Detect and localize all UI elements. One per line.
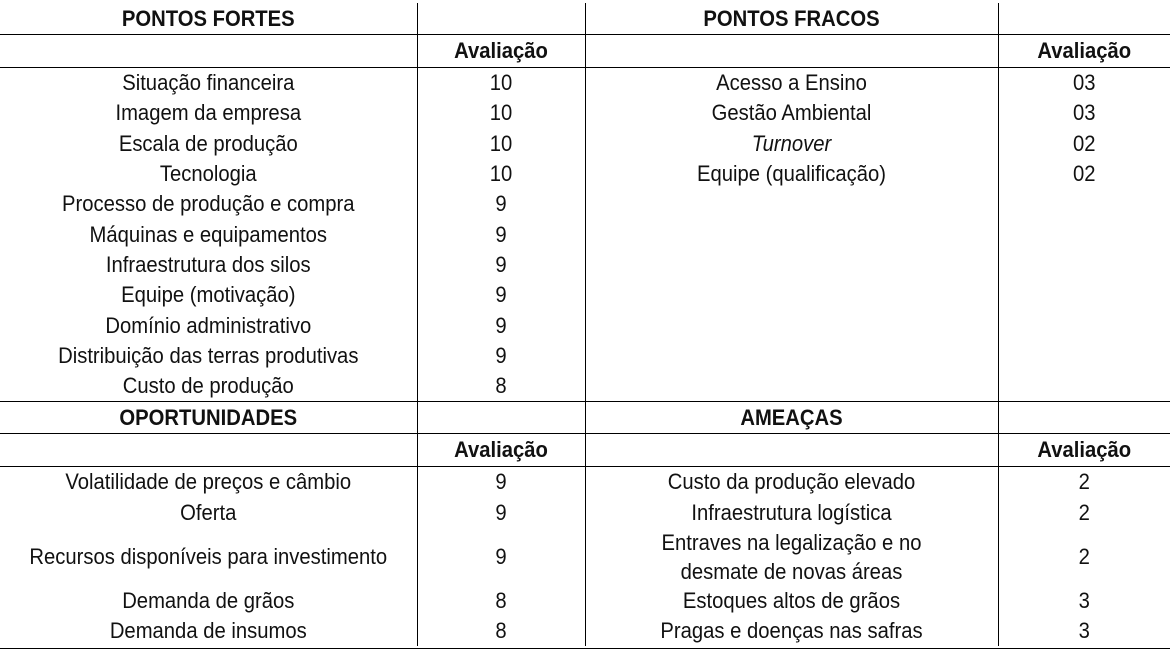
weakness-label: Gestão Ambiental <box>602 98 982 128</box>
blank-cell <box>1005 280 1163 310</box>
weakness-score: 03 <box>1072 100 1096 126</box>
threat-score: 3 <box>1078 618 1090 644</box>
weakness-score: 03 <box>1005 68 1163 99</box>
blank-cell <box>1005 219 1163 249</box>
strength-score: 10 <box>424 98 579 128</box>
opportunity-label: Demanda de grãos <box>17 586 401 616</box>
weaknesses-rating-header: Avaliação <box>1005 35 1163 68</box>
section-header-row <box>0 3 1170 35</box>
strength-label: Imagem da empresa <box>17 98 401 128</box>
blank-cell <box>602 310 982 340</box>
strengths-title: PONTOS FORTES <box>17 3 401 35</box>
table-row <box>0 219 1170 249</box>
strength-label: Distribuição das terras produtivas <box>17 341 401 371</box>
table-row <box>0 498 1170 528</box>
blank-cell <box>1005 371 1163 402</box>
blank-cell <box>17 434 401 467</box>
table-row <box>0 528 1170 586</box>
opportunity-score: 8 <box>424 616 579 646</box>
blank-cell <box>602 371 982 402</box>
strength-label: Custo de produção <box>17 371 401 402</box>
table-row <box>0 310 1170 340</box>
table-row <box>0 159 1170 189</box>
blank-cell <box>424 402 579 434</box>
threat-score: 2 <box>1078 543 1090 569</box>
table-row <box>0 189 1170 219</box>
table-row <box>0 341 1170 371</box>
blank-cell <box>1005 189 1163 219</box>
threat-label: Estoques altos de grãos <box>602 586 982 616</box>
strength-label: Máquinas e equipamentos <box>17 219 401 249</box>
blank-cell <box>1005 250 1163 280</box>
threats-title: AMEAÇAS <box>602 402 982 434</box>
threat-score: 2 <box>1005 467 1163 498</box>
strengths-rating-header: Avaliação <box>424 35 579 68</box>
strength-score: 10 <box>424 68 579 99</box>
table-row <box>0 129 1170 159</box>
blank-cell <box>1005 402 1163 434</box>
threat-label: Infraestrutura logística <box>602 498 982 528</box>
opportunity-score: 9 <box>424 467 579 498</box>
strength-label: Tecnologia <box>17 159 401 189</box>
weakness-score: 02 <box>1072 130 1096 156</box>
strength-label: Processo de produção e compra <box>17 189 401 219</box>
weaknesses-title: PONTOS FRACOS <box>602 3 982 35</box>
blank-cell <box>424 3 579 35</box>
strength-label: Escala de produção <box>17 129 401 159</box>
opportunity-score: 8 <box>424 586 579 616</box>
weakness-label: Turnover <box>602 129 982 159</box>
strength-score: 8 <box>424 371 579 402</box>
strength-score: 9 <box>424 280 579 310</box>
table-row <box>0 616 1170 646</box>
opportunity-label: Demanda de insumos <box>17 616 401 646</box>
blank-cell <box>17 35 401 68</box>
threat-label: Entraves na legalização e no desmate de novas áreas <box>602 528 982 586</box>
opportunity-score: 9 <box>424 528 579 586</box>
weakness-label: Acesso a Ensino <box>602 68 982 99</box>
threat-label: Custo da produção elevado <box>602 467 982 498</box>
threats-rating-header: Avaliação <box>1005 434 1163 467</box>
opportunity-label: Recursos disponíveis para investimento <box>17 528 401 586</box>
rating-header-row <box>0 434 1170 467</box>
opportunity-label: Oferta <box>17 498 401 528</box>
blank-cell <box>1005 341 1163 371</box>
blank-cell <box>1005 310 1163 340</box>
strength-label: Situação financeira <box>17 68 401 99</box>
threat-score: 3 <box>1078 588 1090 613</box>
blank-cell <box>602 434 982 467</box>
opportunities-rating-header: Avaliação <box>424 434 579 467</box>
threat-score: 2 <box>1078 499 1090 525</box>
blank-cell <box>602 219 982 249</box>
section-header-row <box>0 402 1170 434</box>
table-row <box>0 250 1170 280</box>
strength-score: 9 <box>424 341 579 371</box>
blank-cell <box>1005 3 1163 35</box>
threat-label: Pragas e doenças nas safras <box>602 616 982 646</box>
rating-header-row <box>0 35 1170 68</box>
table-row <box>0 371 1170 402</box>
blank-cell <box>602 250 982 280</box>
table-row <box>0 280 1170 310</box>
strength-label: Infraestrutura dos silos <box>17 250 401 280</box>
weakness-label: Equipe (qualificação) <box>602 159 982 189</box>
table-row <box>0 467 1170 498</box>
table-bottom-rule <box>0 648 1170 649</box>
strength-label: Equipe (motivação) <box>17 280 401 310</box>
table-row <box>0 68 1170 99</box>
blank-cell <box>602 189 982 219</box>
opportunity-score: 9 <box>424 498 579 528</box>
blank-cell <box>602 341 982 371</box>
blank-cell <box>602 35 982 68</box>
strength-label: Domínio administrativo <box>17 310 401 340</box>
weakness-score: 02 <box>1072 161 1096 187</box>
strength-score: 10 <box>424 129 579 159</box>
table-row <box>0 586 1170 616</box>
strength-score: 10 <box>424 159 579 189</box>
opportunities-title: OPORTUNIDADES <box>17 402 401 434</box>
strength-score: 9 <box>424 310 579 340</box>
blank-cell <box>602 280 982 310</box>
opportunity-label: Volatilidade de preços e câmbio <box>17 467 401 498</box>
table-row <box>0 98 1170 128</box>
strength-score: 9 <box>424 189 579 219</box>
strength-score: 9 <box>424 250 579 280</box>
strength-score: 9 <box>424 219 579 249</box>
swot-table <box>0 3 1170 646</box>
